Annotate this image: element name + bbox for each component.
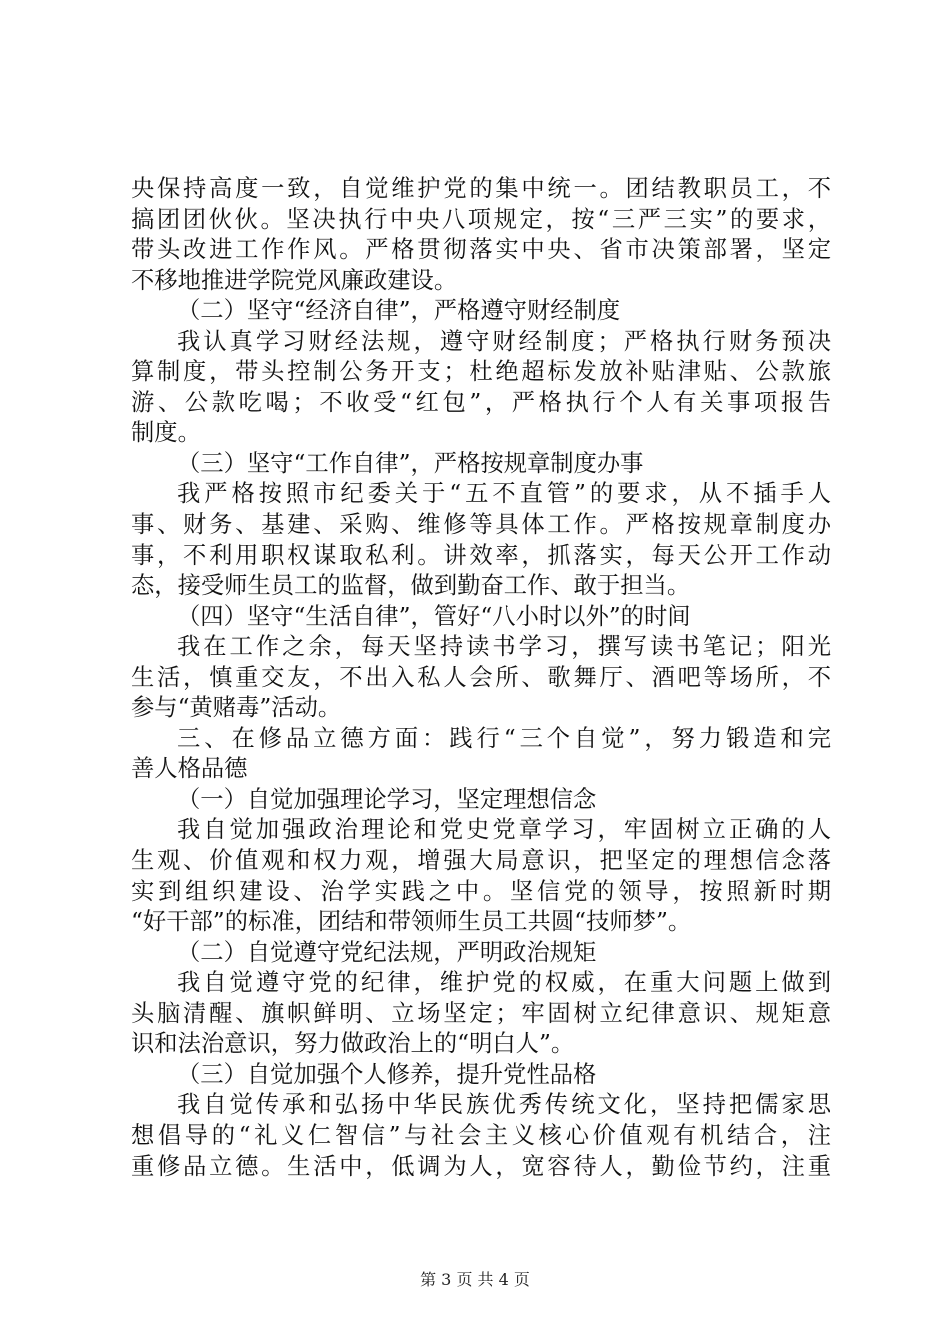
section-heading: （四）坚守“生活自律”，管好“八小时以外”的时间 [177,602,691,630]
text-line: 不移地推进学院党风廉政建设。 [131,266,458,294]
section-heading-continued: 善人格品德 [131,755,248,783]
text-line: 头脑清醒、旗帜鲜明、立场坚定；牢固树立纪律意识、规矩意 [131,999,831,1027]
text-line: 事、财务、基建、采购、维修等具体工作。严格按规章制度办 [131,511,831,539]
section-heading: （一）自觉加强理论学习，坚定理想信念 [177,785,597,813]
section-heading: （二）坚守“经济自律”，严格遵守财经制度 [177,297,621,325]
text-line: 我自觉加强政治理论和党史党章学习，牢固树立正确的人 [177,816,831,844]
text-line: 识和法治意识，努力做政治上的“明白人”。 [131,1030,575,1058]
text-line: 我认真学习财经法规，遵守财经制度；严格执行财务预决 [177,327,831,355]
text-line: 制度。 [131,419,201,447]
text-line: 带头改进工作作风。严格贯彻落实中央、省市决策部署，坚定 [131,236,831,264]
text-line: 游、公款吃喝；不收受“红包”，严格执行个人有关事项报告 [131,388,831,416]
text-line: 我严格按照市纪委关于“五不直管”的要求，从不插手人 [177,480,831,508]
page-number-footer: 第 3 页 共 4 页 [420,1270,530,1289]
text-line: 我自觉传承和弘扬中华民族优秀传统文化，坚持把儒家思 [177,1091,831,1119]
text-line: “好干部”的标准，团结和带领师生员工共圆“技师梦”。 [131,908,692,936]
text-line: 我自觉遵守党的纪律，维护党的权威，在重大问题上做到 [177,969,831,997]
text-line: 事，不利用职权谋取私利。讲效率，抓落实，每天公开工作动 [131,541,831,569]
document-body [131,174,831,1182]
text-line: 参与“黄赌毒”活动。 [131,694,342,722]
text-line: 想倡导的“礼义仁智信”与社会主义核心价值观有机结合，注 [131,1121,831,1149]
section-heading: （二）自觉遵守党纪法规，严明政治规矩 [177,938,597,966]
text-line: 生活，慎重交友，不出入私人会所、歌舞厅、酒吧等场所，不 [131,663,831,691]
text-line: 重修品立德。生活中，低调为人，宽容待人，勤俭节约，注重 [131,1152,831,1180]
text-line: 态，接受师生员工的监督，做到勤奋工作、敢于担当。 [131,572,691,600]
text-line: 实到组织建设、治学实践之中。坚信党的领导，按照新时期 [131,877,831,905]
text-line: 央保持高度一致，自觉维护党的集中统一。团结教职员工，不 [131,175,831,202]
text-line: 搞团团伙伙。坚决执行中央八项规定，按“三严三实”的要求， [131,205,831,233]
section-heading: 三、在修品立德方面：践行“三个自觉”，努力锻造和完 [177,724,831,752]
section-heading: （三）坚守“工作自律”，严格按规章制度办事 [177,449,644,477]
section-heading: （三）自觉加强个人修养，提升党性品格 [177,1060,597,1088]
text-line: 生观、价值观和权力观，增强大局意识，把坚定的理想信念落 [131,847,831,875]
text-line: 我在工作之余，每天坚持读书学习，撰写读书笔记；阳光 [177,633,831,661]
text-line: 算制度，带头控制公务开支；杜绝超标发放补贴津贴、公款旅 [131,358,831,386]
